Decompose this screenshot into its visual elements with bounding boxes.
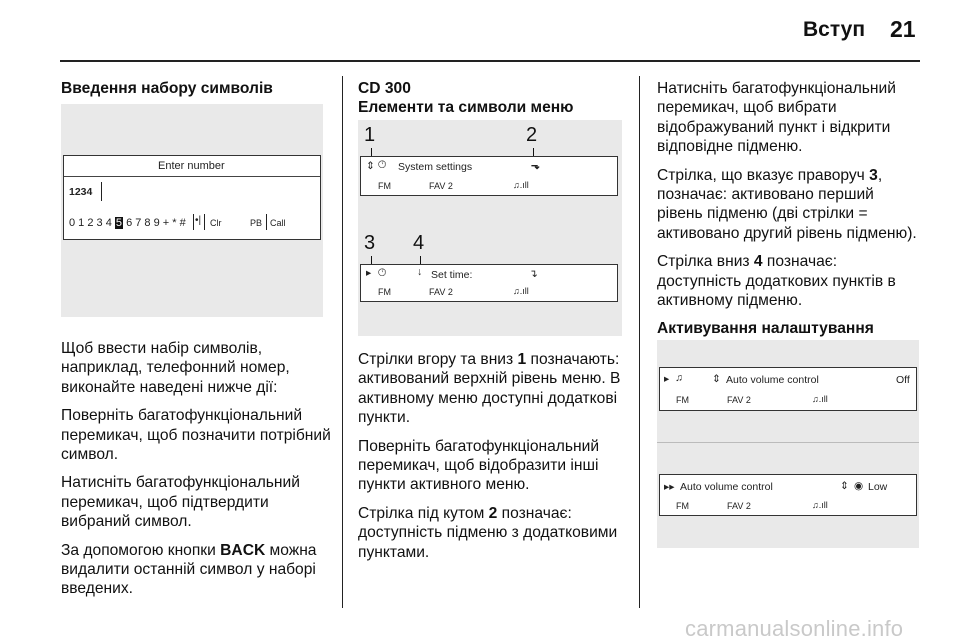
text: , позначає: активовано перший рівень підменю (дві стрілки = активовано другий рівень підменю). [657,166,917,242]
audio-signal-icon: ♫.ıll [513,286,529,296]
paragraph: Щоб ввести набір символів, наприклад, телефонний номер, виконайте наведені нижче дії: [61,340,290,396]
chars-after: 6 7 8 9 + * # [126,217,186,229]
section-title: Вступ [803,18,866,41]
char-separator [204,214,205,230]
watermark: carmanualsonline.info [685,616,904,641]
callout-ref: 4 [753,253,763,271]
text: позначає: доступність підменю з додатковими пунктами. [358,504,618,561]
band-label: FM [676,501,689,511]
auto-volume-low-screen [659,474,917,516]
favourites-label: FAV 2 [429,287,453,297]
paragraph: Натисніть багатофункціональний перемикач, щоб підтвердити вибраний символ. [61,474,300,531]
callout-2: 2 [526,124,538,146]
char-row [69,217,186,229]
up-down-arrows-icon: ⇕ [712,373,721,385]
setting-label: Auto volume control [726,374,819,386]
clock-icon: 🕐︎ [378,159,387,171]
column-divider [639,76,640,608]
screen-title: Enter number [158,160,225,172]
favourites-label: FAV 2 [727,395,751,405]
paragraph: Поверніть багатофункціональний перемикач, щоб позначити потрібний символ. [61,407,331,464]
left-heading: Введення набору символів [61,80,273,97]
paragraph [358,504,634,562]
phonebook-key: PB [250,218,263,228]
column-divider [342,76,343,608]
paragraph [61,541,336,599]
angled-arrow-icon: ↴ [529,268,538,280]
char-separator [193,214,194,230]
callout-ref: 3 [869,166,878,184]
setting-value: Off [896,374,910,386]
band-label: FM [378,287,391,297]
radio-selected-icon: ◉ [854,480,864,492]
model-heading: CD 300 [358,80,411,97]
text: Стрілка вниз [657,253,754,271]
activate-setting-figure [657,340,919,548]
text: можна видалити останній символ у наборі введених. [61,541,317,598]
chars-before: 0 1 2 3 4 [69,217,112,229]
text: Стрілки вгору та вниз [358,351,518,368]
figure-divider [657,442,919,443]
paragraph [657,252,919,310]
band-label: FM [676,395,689,405]
set-time-screen [360,264,618,302]
callout-1: 1 [364,124,376,146]
auto-volume-off-screen [659,367,917,411]
entered-number: 1234 [69,186,93,198]
char-separator [266,214,267,230]
paragraph: Поверніть багатофункціональний перемикач, щоб відобразити інші пункти активного меню. [358,437,600,494]
up-down-arrows-icon: ⇕ [366,160,375,172]
music-note-icon: ♫ [675,372,683,384]
audio-signal-icon: ♫.ıll [513,180,529,190]
selected-char: 5 [115,217,123,229]
text: Стрілка, що вказує праворуч [657,166,870,184]
callout-3: 3 [364,232,376,254]
header-rule [60,60,920,62]
menu-elements-heading: Елементи та символи меню [358,99,574,116]
call-key: Call [270,218,286,228]
menu-item-label: Set time: [431,269,473,281]
double-right-arrow-icon: ▸▸ [664,481,675,493]
activate-setting-heading: Активування налаштування [657,320,874,338]
setting-value: Low [868,481,888,493]
enter-number-screen [63,155,321,240]
clock-icon: 🕐︎ [378,267,387,279]
callout-ref: 1 [517,351,527,368]
page-number: 21 [890,16,916,42]
menu-symbols-figure [358,120,622,336]
text: позначає: доступність додаткових пунктів в активному підменю. [657,253,896,310]
angled-arrow-icon: ⬎ [531,160,540,172]
right-arrow-icon: ▸ [366,267,372,279]
right-arrow-icon: ▸ [664,373,670,385]
down-arrow-icon: ↓ [417,266,423,278]
callout-4: 4 [413,232,425,254]
screen-divider [64,176,320,177]
paragraph [358,350,634,428]
space-symbol: •| [195,215,202,226]
text: За допомогою кнопки [61,541,221,559]
callout-ref: 2 [488,504,498,522]
paragraph: Натисніть багатофункціональний перемикач, щоб вибрати відображуваний пункт і відкрити відповідне підменю. [657,80,896,156]
audio-signal-icon: ♫.ıll [812,394,828,404]
text: позначають: активований верхній рівень меню. В активному меню доступні додаткові пункти. [358,351,621,427]
left-heading-block [61,79,336,98]
middle-heading-block [358,79,633,117]
right-body [657,79,919,338]
paragraph [657,166,919,244]
back-key-label: BACK [220,541,266,559]
left-figure [61,104,323,317]
audio-signal-icon: ♫.ıll [812,500,828,510]
band-label: FM [378,181,391,191]
menu-item-label: System settings [398,161,473,173]
favourites-label: FAV 2 [727,501,751,511]
middle-body [358,350,634,571]
left-body [61,339,336,608]
text: Стрілка під кутом [358,504,489,522]
up-down-arrows-icon: ⇕ [840,480,849,492]
system-settings-screen [360,156,618,196]
clear-key: Clr [210,218,222,228]
favourites-label: FAV 2 [429,181,453,191]
setting-label: Auto volume control [680,481,773,493]
text-cursor [101,182,102,201]
